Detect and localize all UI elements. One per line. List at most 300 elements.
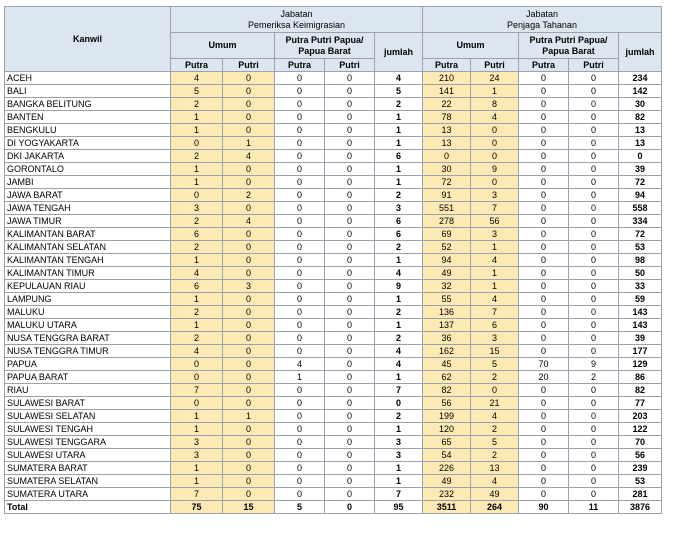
table-cell: 4 xyxy=(275,358,325,371)
kanwil-name: KEPULAUAN RIAU xyxy=(5,280,171,293)
table-cell: 0 xyxy=(275,111,325,124)
table-cell: 226 xyxy=(423,462,471,475)
table-cell: 0 xyxy=(275,332,325,345)
kanwil-name: KALIMANTAN TENGAH xyxy=(5,254,171,267)
table-cell: 0 xyxy=(223,202,275,215)
table-cell: 0 xyxy=(569,189,619,202)
table-cell: 1 xyxy=(471,241,519,254)
table-cell: 69 xyxy=(423,228,471,241)
table-cell: 0 xyxy=(275,397,325,410)
table-cell: 0 xyxy=(325,475,375,488)
table-cell: 1 xyxy=(375,475,423,488)
table-cell: 0 xyxy=(569,176,619,189)
table-row xyxy=(5,449,662,462)
table-cell: 0 xyxy=(569,267,619,280)
table-cell: 4 xyxy=(471,293,519,306)
table-cell: 0 xyxy=(275,488,325,501)
kanwil-name: SULAWESI TENGAH xyxy=(5,423,171,436)
table-cell: 0 xyxy=(519,488,569,501)
table-cell: 2 xyxy=(375,410,423,423)
table-cell: 32 xyxy=(423,280,471,293)
table-cell: 0 xyxy=(223,358,275,371)
table-cell: 0 xyxy=(325,332,375,345)
table-cell: 0 xyxy=(275,189,325,202)
table-cell: 0 xyxy=(275,306,325,319)
table-cell: 4 xyxy=(471,410,519,423)
table-cell: 0 xyxy=(325,72,375,85)
header-penjaga xyxy=(423,7,662,33)
table-cell: 143 xyxy=(619,319,662,332)
table-cell: 49 xyxy=(471,488,519,501)
table-cell: 0 xyxy=(275,176,325,189)
table-cell: 0 xyxy=(569,293,619,306)
table-cell: 4 xyxy=(171,345,223,358)
table-row xyxy=(5,410,662,423)
table-cell: 13 xyxy=(619,137,662,150)
table-cell: 82 xyxy=(423,384,471,397)
table-cell: 3876 xyxy=(619,501,662,514)
table-cell: 1 xyxy=(375,254,423,267)
table-cell: 0 xyxy=(519,189,569,202)
kanwil-name: JAWA TENGAH xyxy=(5,202,171,215)
table-cell: 0 xyxy=(223,293,275,306)
table-cell: 0 xyxy=(275,137,325,150)
table-row xyxy=(5,163,662,176)
header-putri: Putri xyxy=(325,59,375,72)
table-cell: 6 xyxy=(375,228,423,241)
header-penjaga-line1: Jabatan xyxy=(525,8,559,19)
employee-table xyxy=(4,6,662,514)
table-cell: 2 xyxy=(171,241,223,254)
table-cell: 0 xyxy=(325,150,375,163)
table-row xyxy=(5,189,662,202)
table-cell: 1 xyxy=(375,124,423,137)
table-cell: 0 xyxy=(325,462,375,475)
table-cell: 9 xyxy=(375,280,423,293)
table-cell: 0 xyxy=(519,176,569,189)
table-cell: 0 xyxy=(569,85,619,98)
table-cell: 1 xyxy=(171,176,223,189)
table-cell: 1 xyxy=(171,293,223,306)
table-cell: 1 xyxy=(223,410,275,423)
table-cell: 1 xyxy=(375,371,423,384)
table-row xyxy=(5,215,662,228)
table-cell: 98 xyxy=(619,254,662,267)
table-cell: 72 xyxy=(423,176,471,189)
table-cell: 0 xyxy=(275,254,325,267)
table-cell: 0 xyxy=(325,176,375,189)
table-cell: 0 xyxy=(223,306,275,319)
table-cell: 1 xyxy=(275,371,325,384)
table-cell: 39 xyxy=(619,332,662,345)
table-cell: 4 xyxy=(375,72,423,85)
table-cell: 232 xyxy=(423,488,471,501)
header-pemeriksa-line2: Pemeriksa Keimigrasian xyxy=(247,19,346,30)
table-row xyxy=(5,241,662,254)
table-cell: 36 xyxy=(423,332,471,345)
table-cell: 0 xyxy=(569,475,619,488)
table-cell: 2 xyxy=(569,371,619,384)
table-cell: 49 xyxy=(423,267,471,280)
table-cell: 53 xyxy=(619,475,662,488)
kanwil-name: NUSA TENGGRA BARAT xyxy=(5,332,171,345)
table-row xyxy=(5,293,662,306)
header-umum-2: Umum xyxy=(423,33,519,59)
table-cell: 0 xyxy=(325,449,375,462)
table-cell: 0 xyxy=(325,111,375,124)
header-putri: Putri xyxy=(471,59,519,72)
kanwil-name: MALUKU UTARA xyxy=(5,319,171,332)
table-cell: 3 xyxy=(171,202,223,215)
table-cell: 0 xyxy=(375,397,423,410)
table-row xyxy=(5,488,662,501)
table-cell: 7 xyxy=(375,384,423,397)
table-cell: 4 xyxy=(471,111,519,124)
table-cell: 1 xyxy=(375,462,423,475)
table-cell: 1 xyxy=(471,267,519,280)
table-cell: 4 xyxy=(223,150,275,163)
table-row xyxy=(5,267,662,280)
table-row xyxy=(5,397,662,410)
header-jumlah-1: jumlah xyxy=(375,33,423,72)
table-cell: 94 xyxy=(619,189,662,202)
table-cell: 1 xyxy=(171,254,223,267)
table-cell: 0 xyxy=(275,150,325,163)
table-cell: 0 xyxy=(275,215,325,228)
table-cell: 0 xyxy=(325,410,375,423)
table-cell: 0 xyxy=(325,254,375,267)
table-cell: 6 xyxy=(375,215,423,228)
kanwil-name: KALIMANTAN TIMUR xyxy=(5,267,171,280)
table-cell: 0 xyxy=(471,176,519,189)
table-cell: 0 xyxy=(569,150,619,163)
table-cell: 1 xyxy=(223,137,275,150)
table-cell: 0 xyxy=(325,501,375,514)
kanwil-name: PAPUA BARAT xyxy=(5,371,171,384)
table-cell: 11 xyxy=(569,501,619,514)
table-cell: 0 xyxy=(325,163,375,176)
table-cell: 13 xyxy=(423,124,471,137)
table-cell: 0 xyxy=(519,345,569,358)
table-cell: 558 xyxy=(619,202,662,215)
table-cell: 13 xyxy=(471,462,519,475)
table-cell: 7 xyxy=(471,306,519,319)
table-cell: 1 xyxy=(171,410,223,423)
table-cell: 129 xyxy=(619,358,662,371)
table-cell: 7 xyxy=(171,384,223,397)
total-label: Total xyxy=(5,501,171,514)
kanwil-name: BALI xyxy=(5,85,171,98)
table-cell: 143 xyxy=(619,306,662,319)
table-cell: 0 xyxy=(325,423,375,436)
table-cell: 0 xyxy=(275,267,325,280)
table-cell: 1 xyxy=(171,111,223,124)
table-row xyxy=(5,176,662,189)
table-row xyxy=(5,384,662,397)
table-row xyxy=(5,85,662,98)
table-cell: 1 xyxy=(171,423,223,436)
table-cell: 0 xyxy=(325,137,375,150)
table-cell: 334 xyxy=(619,215,662,228)
table-cell: 0 xyxy=(519,280,569,293)
table-row xyxy=(5,254,662,267)
table-cell: 3 xyxy=(471,332,519,345)
table-cell: 0 xyxy=(275,410,325,423)
table-cell: 0 xyxy=(275,384,325,397)
table-body xyxy=(5,72,662,514)
table-cell: 2 xyxy=(171,306,223,319)
table-cell: 0 xyxy=(223,176,275,189)
table-cell: 7 xyxy=(471,202,519,215)
table-cell: 0 xyxy=(519,254,569,267)
table-cell: 6 xyxy=(471,319,519,332)
kanwil-name: SUMATERA UTARA xyxy=(5,488,171,501)
table-cell: 0 xyxy=(223,345,275,358)
table-cell: 0 xyxy=(569,319,619,332)
table-cell: 0 xyxy=(471,384,519,397)
table-cell: 0 xyxy=(325,85,375,98)
kanwil-name: BENGKULU xyxy=(5,124,171,137)
table-cell: 0 xyxy=(569,488,619,501)
table-cell: 33 xyxy=(619,280,662,293)
table-cell: 0 xyxy=(275,98,325,111)
table-row xyxy=(5,436,662,449)
table-cell: 0 xyxy=(569,410,619,423)
table-cell: 0 xyxy=(519,332,569,345)
table-cell: 210 xyxy=(423,72,471,85)
table-cell: 0 xyxy=(223,98,275,111)
table-cell: 1 xyxy=(171,462,223,475)
table-cell: 2 xyxy=(375,306,423,319)
table-cell: 9 xyxy=(569,358,619,371)
table-cell: 0 xyxy=(619,150,662,163)
table-cell: 20 xyxy=(519,371,569,384)
table-cell: 0 xyxy=(325,371,375,384)
table-cell: 0 xyxy=(519,410,569,423)
table-cell: 65 xyxy=(423,436,471,449)
table-cell: 0 xyxy=(519,124,569,137)
table-cell: 0 xyxy=(325,397,375,410)
table-cell: 1 xyxy=(171,319,223,332)
table-cell: 22 xyxy=(423,98,471,111)
table-cell: 62 xyxy=(423,371,471,384)
table-cell: 49 xyxy=(423,475,471,488)
table-cell: 0 xyxy=(519,241,569,254)
kanwil-name: KALIMANTAN SELATAN xyxy=(5,241,171,254)
kanwil-name: LAMPUNG xyxy=(5,293,171,306)
table-cell: 0 xyxy=(223,254,275,267)
table-row xyxy=(5,150,662,163)
table-cell: 30 xyxy=(423,163,471,176)
table-cell: 0 xyxy=(325,293,375,306)
table-row xyxy=(5,371,662,384)
table-cell: 72 xyxy=(619,176,662,189)
table-cell: 0 xyxy=(275,163,325,176)
table-cell: 0 xyxy=(171,137,223,150)
table-cell: 0 xyxy=(275,280,325,293)
table-container xyxy=(4,6,662,514)
table-cell: 0 xyxy=(325,358,375,371)
table-cell: 0 xyxy=(519,267,569,280)
table-cell: 0 xyxy=(569,397,619,410)
table-cell: 0 xyxy=(519,449,569,462)
table-cell: 6 xyxy=(171,280,223,293)
table-cell: 0 xyxy=(223,449,275,462)
header-papua-2-line1: Putra Putri Papua/ xyxy=(529,34,608,45)
table-cell: 0 xyxy=(325,280,375,293)
table-cell: 0 xyxy=(519,98,569,111)
table-cell: 0 xyxy=(569,111,619,124)
kanwil-name: RIAU xyxy=(5,384,171,397)
table-cell: 0 xyxy=(275,423,325,436)
table-cell: 0 xyxy=(569,462,619,475)
table-cell: 0 xyxy=(275,462,325,475)
table-cell: 0 xyxy=(519,111,569,124)
table-cell: 0 xyxy=(223,371,275,384)
table-row xyxy=(5,332,662,345)
table-cell: 0 xyxy=(569,124,619,137)
table-cell: 0 xyxy=(223,332,275,345)
table-cell: 70 xyxy=(519,358,569,371)
table-cell: 199 xyxy=(423,410,471,423)
table-cell: 0 xyxy=(223,241,275,254)
table-cell: 30 xyxy=(619,98,662,111)
table-cell: 0 xyxy=(171,189,223,202)
kanwil-name: DI YOGYAKARTA xyxy=(5,137,171,150)
table-cell: 136 xyxy=(423,306,471,319)
header-umum-1: Umum xyxy=(171,33,275,59)
header-putra: Putra xyxy=(171,59,223,72)
table-cell: 13 xyxy=(423,137,471,150)
table-cell: 21 xyxy=(471,397,519,410)
table-cell: 0 xyxy=(519,475,569,488)
header-papua-1-line1: Putra Putri Papua/ xyxy=(285,34,364,45)
table-cell: 1 xyxy=(471,85,519,98)
table-cell: 15 xyxy=(223,501,275,514)
table-cell: 0 xyxy=(275,72,325,85)
table-cell: 0 xyxy=(569,384,619,397)
table-cell: 0 xyxy=(519,228,569,241)
table-cell: 120 xyxy=(423,423,471,436)
table-cell: 1 xyxy=(375,111,423,124)
table-cell: 3 xyxy=(375,202,423,215)
table-cell: 0 xyxy=(519,85,569,98)
table-cell: 7 xyxy=(375,488,423,501)
header-papua-2-line2: Papua Barat xyxy=(542,45,595,56)
table-cell: 2 xyxy=(223,189,275,202)
table-row xyxy=(5,306,662,319)
table-cell: 0 xyxy=(471,150,519,163)
table-cell: 75 xyxy=(171,501,223,514)
table-cell: 0 xyxy=(171,397,223,410)
table-cell: 2 xyxy=(171,98,223,111)
table-cell: 50 xyxy=(619,267,662,280)
kanwil-name: SULAWESI BARAT xyxy=(5,397,171,410)
table-cell: 0 xyxy=(325,436,375,449)
table-cell: 0 xyxy=(519,137,569,150)
table-cell: 0 xyxy=(171,371,223,384)
table-cell: 0 xyxy=(519,306,569,319)
table-cell: 0 xyxy=(223,163,275,176)
table-row xyxy=(5,319,662,332)
table-cell: 4 xyxy=(171,267,223,280)
table-cell: 39 xyxy=(619,163,662,176)
kanwil-name: BANGKA BELITUNG xyxy=(5,98,171,111)
table-cell: 1 xyxy=(375,423,423,436)
total-row xyxy=(5,501,662,514)
kanwil-name: NUSA TENGGRA TIMUR xyxy=(5,345,171,358)
table-cell: 234 xyxy=(619,72,662,85)
table-row xyxy=(5,423,662,436)
table-cell: 5 xyxy=(471,436,519,449)
table-cell: 8 xyxy=(471,98,519,111)
table-cell: 0 xyxy=(519,384,569,397)
header-papua-1-line2: Papua Barat xyxy=(298,45,351,56)
table-row xyxy=(5,111,662,124)
table-cell: 0 xyxy=(569,241,619,254)
table-cell: 281 xyxy=(619,488,662,501)
table-cell: 0 xyxy=(223,124,275,137)
kanwil-name: GORONTALO xyxy=(5,163,171,176)
table-cell: 4 xyxy=(375,358,423,371)
table-cell: 56 xyxy=(423,397,471,410)
table-row xyxy=(5,280,662,293)
header-pemeriksa-line1: Jabatan xyxy=(280,8,313,19)
kanwil-name: KALIMANTAN BARAT xyxy=(5,228,171,241)
table-cell: 6 xyxy=(171,228,223,241)
table-cell: 141 xyxy=(423,85,471,98)
table-cell: 5 xyxy=(275,501,325,514)
table-cell: 0 xyxy=(519,423,569,436)
table-cell: 4 xyxy=(375,345,423,358)
table-cell: 86 xyxy=(619,371,662,384)
table-cell: 54 xyxy=(423,449,471,462)
table-cell: 55 xyxy=(423,293,471,306)
table-row xyxy=(5,228,662,241)
table-cell: 1 xyxy=(375,137,423,150)
table-cell: 95 xyxy=(375,501,423,514)
table-cell: 3 xyxy=(471,189,519,202)
kanwil-name: SULAWESI UTARA xyxy=(5,449,171,462)
table-cell: 2 xyxy=(171,332,223,345)
table-cell: 0 xyxy=(569,345,619,358)
table-cell: 162 xyxy=(423,345,471,358)
table-cell: 0 xyxy=(223,319,275,332)
table-cell: 2 xyxy=(375,332,423,345)
table-cell: 4 xyxy=(375,267,423,280)
table-cell: 0 xyxy=(223,111,275,124)
table-cell: 4 xyxy=(223,215,275,228)
table-cell: 0 xyxy=(569,202,619,215)
table-cell: 2 xyxy=(171,215,223,228)
table-cell: 0 xyxy=(275,124,325,137)
header-kanwil: Kanwil xyxy=(5,7,171,72)
table-cell: 1 xyxy=(171,124,223,137)
kanwil-name: JAMBI xyxy=(5,176,171,189)
table-cell: 0 xyxy=(223,85,275,98)
table-cell: 0 xyxy=(471,137,519,150)
table-cell: 0 xyxy=(569,228,619,241)
table-cell: 2 xyxy=(375,98,423,111)
table-cell: 0 xyxy=(569,449,619,462)
table-cell: 0 xyxy=(325,124,375,137)
table-cell: 2 xyxy=(471,371,519,384)
table-cell: 3 xyxy=(223,280,275,293)
table-cell: 0 xyxy=(569,137,619,150)
table-row xyxy=(5,462,662,475)
table-cell: 142 xyxy=(619,85,662,98)
table-cell: 3 xyxy=(171,436,223,449)
